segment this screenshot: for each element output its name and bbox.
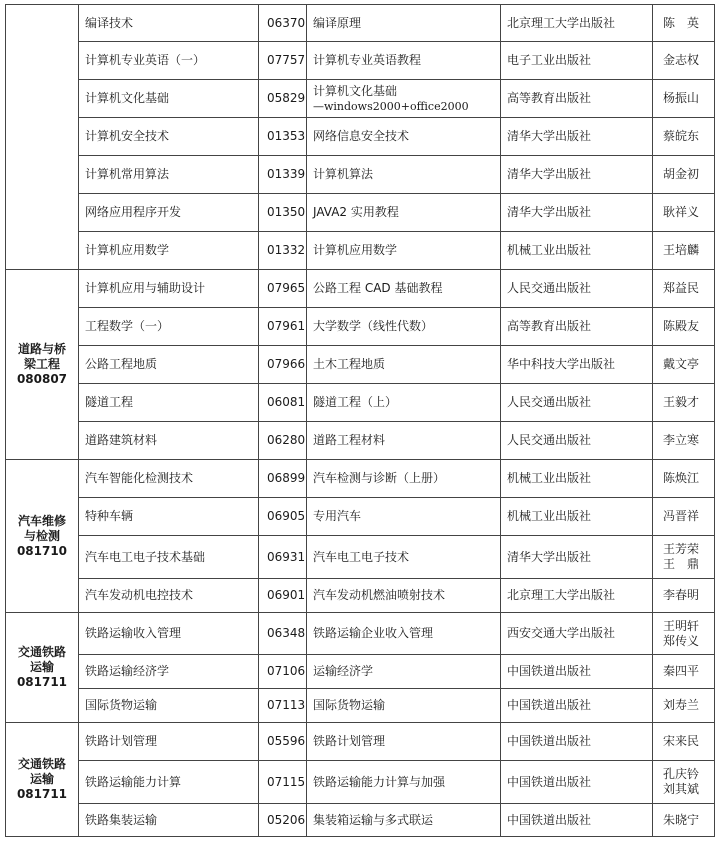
author-cell: [653, 80, 715, 118]
course-code: 06901: [259, 579, 307, 613]
textbook-title: 网络信息安全技术: [313, 129, 410, 143]
course-name: 汽车发动机电控技术: [79, 579, 259, 613]
table-row: [6, 80, 715, 118]
course-code: 07115: [259, 761, 307, 804]
textbook-cell: [307, 761, 501, 804]
major-cell: [6, 460, 79, 613]
textbook-title: 计算机文化基础: [313, 83, 398, 98]
course-code: 06370: [259, 5, 307, 42]
course-code: 06905: [259, 498, 307, 536]
course-name: 特种车辆: [79, 498, 259, 536]
textbook-cell: [307, 804, 501, 837]
publisher: 高等教育出版社: [501, 308, 653, 346]
course-name: 工程数学（一）: [79, 308, 259, 346]
author-name: 朱晓宁: [663, 812, 700, 827]
author-cell: [653, 5, 715, 42]
course-code: 06899: [259, 460, 307, 498]
author-cell: [653, 689, 715, 723]
textbook-title: JAVA2 实用教程: [313, 205, 399, 219]
table-row: [6, 232, 715, 270]
table-row: [6, 156, 715, 194]
textbook-cell: [307, 42, 501, 80]
author-cell: [653, 118, 715, 156]
publisher: 机械工业出版社: [501, 498, 653, 536]
publisher: 北京理工大学出版社: [501, 579, 653, 613]
publisher: 机械工业出版社: [501, 232, 653, 270]
textbook-title: 专用汽车: [313, 509, 362, 523]
table-row: [6, 308, 715, 346]
author-name: 金志权: [663, 53, 700, 67]
author-cell: [653, 194, 715, 232]
course-code: 05596: [259, 723, 307, 761]
textbook-cell: [307, 118, 501, 156]
publisher: 中国铁道出版社: [501, 655, 653, 689]
author-name: 秦四平: [663, 664, 700, 678]
major-code: 081710: [16, 543, 68, 558]
course-code: 07106: [259, 655, 307, 689]
publisher: 中国铁道出版社: [501, 761, 653, 804]
course-name: 铁路运输能力计算: [79, 761, 259, 804]
course-name: 计算机安全技术: [79, 118, 259, 156]
textbook-cell: [307, 579, 501, 613]
major-name: 道路与桥 梁工程: [17, 342, 66, 371]
textbook-cell: [307, 613, 501, 655]
author-name: 王 鼎: [663, 557, 700, 571]
course-code: 07966: [259, 346, 307, 384]
textbook-cell: [307, 80, 501, 118]
publisher: 中国铁道出版社: [501, 804, 653, 837]
table-row: [6, 655, 715, 689]
textbook-title: 土木工程地质: [313, 357, 386, 371]
author-cell: [653, 498, 715, 536]
course-name: 计算机应用数学: [79, 232, 259, 270]
course-name: 计算机应用与辅助设计: [79, 270, 259, 308]
author-name: 杨振山: [663, 91, 700, 105]
major-cell: [6, 5, 79, 270]
author-name: 戴文亭: [663, 357, 700, 371]
author-name: 耿祥义: [663, 205, 700, 219]
textbook-title: 公路工程 CAD 基础教程: [313, 281, 443, 295]
publisher: 华中科技大学出版社: [501, 346, 653, 384]
textbook-cell: [307, 308, 501, 346]
course-code: 05206: [259, 804, 307, 837]
table-row: [6, 460, 715, 498]
textbook-title: 汽车发动机燃油喷射技术: [313, 588, 446, 602]
textbook-title: 计算机专业英语教程: [313, 53, 422, 67]
course-name: 铁路集装运输: [79, 804, 259, 837]
author-cell: [653, 613, 715, 655]
textbook-cell: [307, 536, 501, 579]
table-row: [6, 5, 715, 42]
textbook-title: 集装箱运输与多式联运: [313, 812, 434, 827]
textbook-cell: [307, 156, 501, 194]
author-name: 郑传义: [663, 633, 700, 648]
author-name: 孔庆钤: [663, 767, 700, 781]
textbook-cell: [307, 384, 501, 422]
textbook-title: 编译原理: [313, 15, 362, 30]
author-name: 陈焕江: [663, 471, 700, 485]
textbook-title: 汽车电工电子技术: [313, 549, 410, 564]
course-name: 编译技术: [79, 5, 259, 42]
publisher: 清华大学出版社: [501, 194, 653, 232]
textbook-title: 铁路运输能力计算与加强: [313, 774, 446, 789]
author-name: 王明轩: [663, 618, 700, 633]
textbook-title: 计算机算法: [313, 167, 374, 181]
author-cell: [653, 723, 715, 761]
major-cell: [6, 613, 79, 723]
textbook-title: 计算机应用数学: [313, 243, 398, 257]
course-name: 国际货物运输: [79, 689, 259, 723]
table-row: [6, 761, 715, 804]
table-row: [6, 194, 715, 232]
major-name: 交通铁路 运输: [17, 645, 66, 674]
course-name: 计算机文化基础: [79, 80, 259, 118]
table-row: [6, 384, 715, 422]
table-row: [6, 42, 715, 80]
table-row: [6, 804, 715, 837]
author-name: 刘寿兰: [663, 698, 700, 712]
course-name: 隧道工程: [79, 384, 259, 422]
textbook-cell: [307, 346, 501, 384]
author-name: 蔡皖东: [663, 129, 700, 143]
author-name: 王培麟: [663, 243, 700, 257]
textbook-title: 国际货物运输: [313, 698, 386, 712]
author-cell: [653, 804, 715, 837]
course-name: 计算机专业英语（一）: [79, 42, 259, 80]
textbook-title: 运输经济学: [313, 664, 374, 678]
textbook-cell: [307, 498, 501, 536]
publisher: 北京理工大学出版社: [501, 5, 653, 42]
author-cell: [653, 384, 715, 422]
textbook-title: 隧道工程（上）: [313, 395, 398, 409]
author-name: 李春明: [663, 588, 700, 602]
major-code: 081711: [16, 787, 68, 801]
author-cell: [653, 761, 715, 804]
textbook-cell: [307, 689, 501, 723]
course-textbook-table: [5, 4, 715, 837]
textbook-cell: [307, 194, 501, 232]
author-name: 王毅才: [663, 395, 700, 409]
author-name: 王芳荣: [663, 542, 700, 556]
table-row: [6, 118, 715, 156]
major-cell: [6, 723, 79, 837]
course-code: 07961: [259, 308, 307, 346]
course-code: 01339: [259, 156, 307, 194]
textbook-title: 汽车检测与诊断（上册）: [313, 471, 446, 485]
textbook-cell: [307, 270, 501, 308]
author-cell: [653, 655, 715, 689]
publisher: 高等教育出版社: [501, 80, 653, 118]
author-name: 李立寒: [663, 433, 700, 447]
course-name: 汽车电工电子技术基础: [79, 536, 259, 579]
author-cell: [653, 270, 715, 308]
course-name: 网络应用程序开发: [79, 194, 259, 232]
author-name: 冯晋祥: [663, 509, 700, 523]
table-row: [6, 270, 715, 308]
author-cell: [653, 232, 715, 270]
publisher: 清华大学出版社: [501, 536, 653, 579]
table-row: [6, 579, 715, 613]
publisher: 人民交通出版社: [501, 384, 653, 422]
publisher: 人民交通出版社: [501, 270, 653, 308]
textbook-cell: [307, 232, 501, 270]
course-code: 05829: [259, 80, 307, 118]
course-code: 06081: [259, 384, 307, 422]
textbook-cell: [307, 460, 501, 498]
textbook-cell: [307, 5, 501, 42]
course-code: 06931: [259, 536, 307, 579]
major-code: 081711: [16, 675, 68, 689]
table-row: [6, 498, 715, 536]
textbook-cell: [307, 422, 501, 460]
publisher: 中国铁道出版社: [501, 723, 653, 761]
course-name: 铁路运输经济学: [79, 655, 259, 689]
author-name: 胡金初: [663, 167, 700, 181]
author-cell: [653, 422, 715, 460]
course-name: 道路建筑材料: [79, 422, 259, 460]
author-name: 宋来民: [663, 734, 700, 748]
publisher: 清华大学出版社: [501, 156, 653, 194]
author-name: 陈殿友: [663, 319, 700, 333]
textbook-title: 铁路运输企业收入管理: [313, 626, 434, 640]
publisher: 清华大学出版社: [501, 118, 653, 156]
textbook-title: 大学数学（线性代数）: [313, 319, 434, 333]
author-name: 陈 英: [663, 15, 700, 30]
course-code: 01332: [259, 232, 307, 270]
table-body: [6, 5, 715, 837]
author-cell: [653, 346, 715, 384]
author-name: 刘其斌: [663, 782, 700, 796]
textbook-cell: [307, 723, 501, 761]
major-name: 交通铁路 运输: [17, 757, 66, 786]
author-cell: [653, 42, 715, 80]
course-code: 01350: [259, 194, 307, 232]
course-code: 07965: [259, 270, 307, 308]
course-code: 07113: [259, 689, 307, 723]
table-row: [6, 536, 715, 579]
publisher: 西安交通大学出版社: [501, 613, 653, 655]
course-code: 07757: [259, 42, 307, 80]
table-row: [6, 723, 715, 761]
course-name: 公路工程地质: [79, 346, 259, 384]
table-row: [6, 346, 715, 384]
table-row: [6, 613, 715, 655]
course-name: 计算机常用算法: [79, 156, 259, 194]
course-code: 06280: [259, 422, 307, 460]
textbook-subtitle: —windows2000+office2000: [313, 99, 469, 113]
textbook-title: 铁路计划管理: [313, 734, 386, 748]
major-code: 080807: [16, 372, 68, 386]
course-name: 铁路计划管理: [79, 723, 259, 761]
author-cell: [653, 308, 715, 346]
author-cell: [653, 460, 715, 498]
table-row: [6, 422, 715, 460]
publisher: 中国铁道出版社: [501, 689, 653, 723]
publisher: 机械工业出版社: [501, 460, 653, 498]
author-name: 郑益民: [663, 281, 700, 295]
author-cell: [653, 536, 715, 579]
major-name: 汽车维修 与检测: [17, 513, 66, 543]
textbook-title: 道路工程材料: [313, 433, 386, 447]
textbook-cell: [307, 655, 501, 689]
course-code: 01353: [259, 118, 307, 156]
author-cell: [653, 156, 715, 194]
table-row: [6, 689, 715, 723]
major-cell: [6, 270, 79, 460]
publisher: 电子工业出版社: [501, 42, 653, 80]
course-name: 铁路运输收入管理: [79, 613, 259, 655]
publisher: 人民交通出版社: [501, 422, 653, 460]
course-name: 汽车智能化检测技术: [79, 460, 259, 498]
course-code: 06348: [259, 613, 307, 655]
author-cell: [653, 579, 715, 613]
